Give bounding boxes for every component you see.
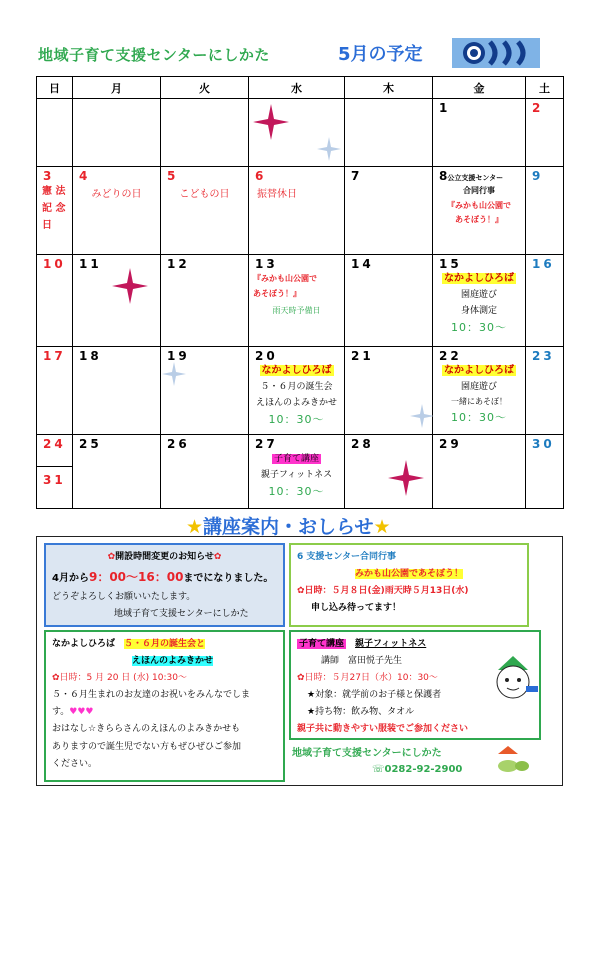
event-tag: なかよしひろば bbox=[444, 273, 514, 284]
notice-tag: 子育て講座 bbox=[299, 639, 345, 649]
day-number: 18 bbox=[79, 349, 102, 363]
event-line: 親子フィットネス bbox=[260, 470, 333, 481]
day-cell bbox=[249, 347, 345, 435]
footer-name: 地域子育て支援センターにしかた bbox=[292, 748, 442, 759]
day-number: 29 bbox=[439, 437, 462, 451]
footer-phone: ☏0282-92-2900 bbox=[372, 764, 463, 775]
day-number: 12 bbox=[167, 257, 190, 271]
weekday-wed: 水 bbox=[249, 77, 345, 99]
weekday-fri: 金 bbox=[433, 77, 526, 99]
day-cell bbox=[249, 435, 345, 509]
day-cell bbox=[37, 347, 73, 435]
weekday-mon: 月 bbox=[73, 77, 161, 99]
day-number: 10 bbox=[43, 257, 66, 271]
sparkle-icon bbox=[253, 104, 289, 140]
day-number: 26 bbox=[167, 437, 190, 451]
day-number: 21 bbox=[351, 349, 374, 363]
hearts-icon: ♥♥♥ bbox=[69, 707, 94, 718]
weekday-sat: 土 bbox=[526, 77, 564, 99]
sparkle-icon bbox=[388, 460, 424, 496]
day-number: 22 bbox=[439, 349, 462, 363]
event-title: 『みかも山公園で あそぼう！』 bbox=[447, 201, 511, 225]
day-number: 28 bbox=[351, 437, 374, 451]
notice-title: 6 支援センター合同行事 bbox=[297, 552, 397, 562]
day-cell bbox=[249, 255, 345, 347]
day-number: 2 bbox=[532, 101, 544, 115]
day-cell bbox=[526, 347, 564, 435]
event-line: えほんのよみきかせ bbox=[255, 397, 337, 408]
day-cell bbox=[73, 99, 161, 167]
notice-fitness: 子育て講座 親子フィットネス 講師 富田悦子先生 ✿日時：５月27日（水）10：30〜 ★対象：就学前のお子様と保護者 ★持ち物：飲み物、タオル 親子共に動きやすい服装でご参加ください bbox=[289, 630, 541, 740]
day-cell bbox=[433, 99, 526, 167]
star-icon: ★ bbox=[186, 516, 204, 538]
day-cell bbox=[433, 347, 526, 435]
day-cell bbox=[161, 99, 249, 167]
day-cell bbox=[161, 167, 249, 255]
week-row bbox=[37, 347, 564, 435]
day-cell bbox=[433, 167, 526, 255]
day-cell bbox=[161, 347, 249, 435]
day-number: 1 bbox=[439, 101, 451, 115]
holiday-label: 振替休日 bbox=[257, 189, 297, 200]
weekday-tue: 火 bbox=[161, 77, 249, 99]
weekday-thu: 木 bbox=[345, 77, 433, 99]
event-line: 身体測定 bbox=[460, 305, 497, 316]
weekday-sun: 日 bbox=[37, 77, 73, 99]
day-number: 4 bbox=[79, 169, 91, 183]
notice-title: ✿開設時間変更のお知らせ✿ bbox=[107, 552, 222, 562]
event-time: 10：30〜 bbox=[268, 485, 325, 499]
event-sub: 合同行事 bbox=[463, 186, 495, 195]
day-cell bbox=[37, 99, 73, 167]
event-time: 10：30〜 bbox=[268, 412, 325, 426]
child-mascot-icon bbox=[488, 652, 538, 704]
day-cell bbox=[526, 167, 564, 255]
day-cell bbox=[345, 99, 433, 167]
week-row bbox=[37, 99, 564, 167]
holiday-label: こどもの日 bbox=[179, 189, 230, 200]
header-month: 5月の予定 bbox=[338, 44, 423, 65]
day-cell bbox=[526, 435, 564, 509]
day-cell bbox=[37, 255, 73, 347]
day-number: 30 bbox=[532, 437, 555, 451]
week-row bbox=[37, 435, 564, 509]
day-number: 16 bbox=[532, 257, 555, 271]
day-cell bbox=[161, 255, 249, 347]
day-cell-split bbox=[37, 435, 73, 509]
day-cell bbox=[73, 435, 161, 509]
day-cell bbox=[433, 435, 526, 509]
day-number: 25 bbox=[79, 437, 102, 451]
day-number: 9 bbox=[532, 169, 544, 183]
event-line: 一緒にあそぼ！ bbox=[451, 396, 507, 406]
sparkle-icon bbox=[162, 362, 186, 386]
event-tag: 子育て講座 bbox=[273, 454, 319, 464]
holiday-label: 憲 法 記 念 日 bbox=[42, 186, 66, 231]
day-number: 17 bbox=[43, 349, 66, 363]
day-cell bbox=[345, 167, 433, 255]
event-line: ５・６月の誕生会 bbox=[260, 381, 333, 392]
day-number: 20 bbox=[255, 349, 278, 363]
event-tag: なかよしひろば bbox=[444, 365, 514, 376]
day-cell bbox=[433, 255, 526, 347]
notice-joint-event: 6 支援センター合同行事 みかも山公園であそぼう！ ✿日時：５月８日(金)雨天時５月13日(水) 申し込み待ってます！ bbox=[289, 543, 529, 627]
notice-note: 申し込み待ってます！ bbox=[311, 603, 402, 614]
event-time: 10：30〜 bbox=[451, 411, 507, 425]
day-number: 6 bbox=[255, 169, 267, 183]
event-title: 『みかも山公園で あそぼう！』 bbox=[253, 274, 317, 299]
event-tag: なかよしひろば bbox=[261, 365, 332, 376]
sparkle-icon bbox=[410, 404, 434, 428]
day-cell bbox=[345, 255, 433, 347]
koinobori-icon bbox=[452, 34, 542, 72]
notice-signature: 地域子育て支援センターにしかた bbox=[114, 608, 249, 619]
day-number: 14 bbox=[351, 257, 374, 271]
star-icon: ★ bbox=[373, 516, 391, 538]
day-number: 24 bbox=[43, 437, 66, 451]
event-line: 園庭遊び bbox=[460, 289, 497, 300]
event-line: 園庭遊び bbox=[460, 381, 497, 392]
day-cell bbox=[37, 167, 73, 255]
sparkle-icon bbox=[317, 137, 341, 161]
event-time: 10：30〜 bbox=[451, 320, 507, 334]
notice-line: どうぞよろしくお願いいたします。 bbox=[52, 591, 196, 602]
day-number: 13 bbox=[255, 257, 278, 271]
day-number: 31 bbox=[43, 473, 66, 487]
day-number: 23 bbox=[532, 349, 555, 363]
notice-birthday: なかよしひろば ５・６月の誕生会と えほんのよみきかせ ✿日時：5 月 20 日 (水) 10:30〜 ５・６月生まれのお友達のお祝いをみんなでしま す。♥♥♥ おはなし☆きららさんのえほんのよみきかせも ありますので誕生児でない方もぜひぜひご参加 ください。 bbox=[44, 630, 285, 782]
day-number: 3 bbox=[43, 169, 55, 183]
event-name: みかも山公園であそぼう！ bbox=[354, 569, 463, 580]
sparkle-icon bbox=[112, 268, 148, 304]
day-cell bbox=[526, 255, 564, 347]
holiday-label: みどりの日 bbox=[91, 189, 142, 200]
day-cell bbox=[161, 435, 249, 509]
day-cell bbox=[73, 347, 161, 435]
day-cell bbox=[526, 99, 564, 167]
day-number: 8 bbox=[439, 169, 448, 183]
day-number: 7 bbox=[351, 169, 363, 183]
day-number: 5 bbox=[167, 169, 179, 183]
header-title: 地域子育て支援センターにしかた bbox=[38, 46, 270, 64]
notice-tag: なかよしひろば bbox=[52, 639, 116, 649]
weekday-header-row bbox=[37, 77, 564, 99]
rain-date: 雨天時予備日 bbox=[272, 306, 321, 316]
event-org: 公立支援センター bbox=[447, 174, 504, 182]
day-cell bbox=[73, 167, 161, 255]
day-number: 27 bbox=[255, 437, 278, 451]
notice-hours-change: ✿開設時間変更のお知らせ✿ 4月から9：00〜16：00までになりました。 どうぞよろしくお願いいたします。 地域子育て支援センターにしかた bbox=[44, 543, 285, 627]
section-title: ★講座案内・おしらせ★ bbox=[186, 516, 391, 538]
day-number: 11 bbox=[79, 257, 102, 271]
kashiwa-mochi-icon bbox=[496, 744, 530, 774]
week-row bbox=[37, 167, 564, 255]
day-cell bbox=[249, 167, 345, 255]
day-number: 15 bbox=[439, 257, 462, 271]
day-number: 19 bbox=[167, 349, 190, 363]
